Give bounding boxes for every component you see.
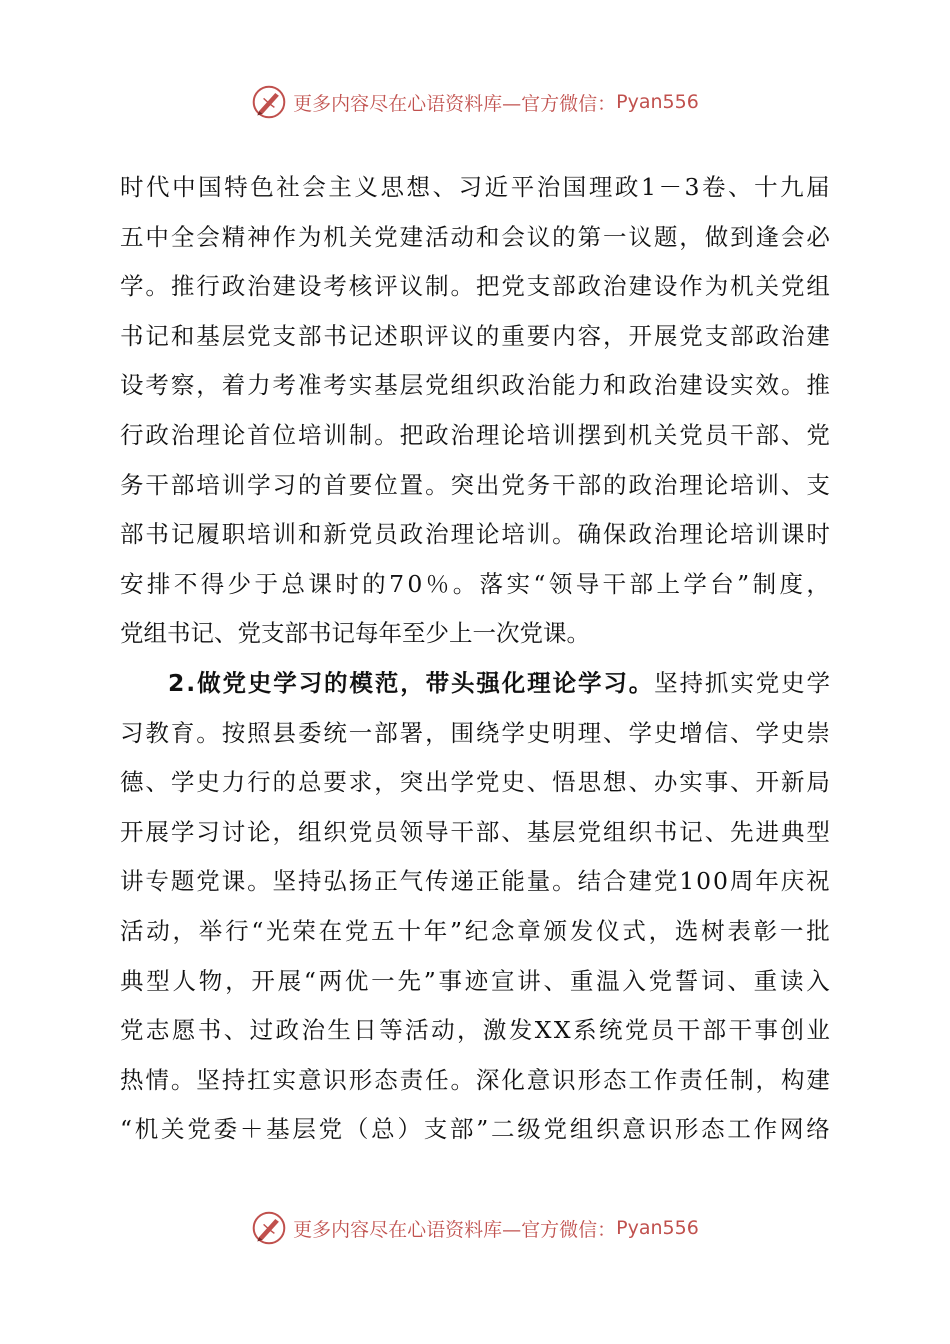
text-line: 德 、 学 史 力 行 的 总 要 求 ， 突 出 学 党 史 、 悟 思 想 、 办 实 事 、 开 新 局 [120,768,830,797]
section-heading-line [120,659,830,709]
text-line: 书 记 和 基 层 党 支 部 书 记 述 职 评 议 的 重 要 内 容 ， 开 展 党 支 部 政 治 建 [120,321,830,350]
text-line: 时 代 中 国 特 色 社 会 主 义 思 想 、 习 近 平 治 国 理 政 1 － 3 卷 、 十 九 届 [120,173,830,201]
document-body [120,163,830,1155]
heading-line-text: 坚持抓实党史学 [654,668,832,697]
header-banner [0,82,950,122]
text-line: 务 干 部 培 训 学 习 的 首 要 位 置 。 突 出 党 务 干 部 的 政 治 理 论 培 训 、 支 [120,470,830,499]
footer-banner [0,1208,950,1248]
text-line: 典 型 人 物 ， 开 展 “ 两 优 一 先 ” 事 迹 宣 讲 、 重 温 入 党 誓 词 、 重 读 入 [120,966,830,995]
banner-wechat-handle: Pyan556 [616,91,699,113]
paragraph-1 [120,163,830,659]
pen-logo-icon [251,84,287,120]
section-heading: 2.做党史学习的模范，带头强化理论学习。 [168,668,655,697]
banner-text: 更多内容尽在心语资料库—官方微信： [293,92,617,115]
banner-text: 更多内容尽在心语资料库—官方微信： [293,1218,617,1241]
banner-wechat-handle: Pyan556 [616,1217,699,1239]
pen-logo-icon [251,1210,287,1246]
text-line: 五 中 全 会 精 神 作 为 机 关 党 建 活 动 和 会 议 的 第 一 议 题 ， 做 到 逢 会 必 [120,222,830,251]
text-line: 行 政 治 理 论 首 位 培 训 制 。 把 政 治 理 论 培 训 摆 到 机 关 党 员 干 部 、 党 [120,420,830,449]
text-line: 学 。 推 行 政 治 建 设 考 核 评 议 制 。 把 党 支 部 政 治 建 设 作 为 机 关 党 组 [120,272,830,301]
text-line: 活 动 ， 举 行 “ 光 荣 在 党 五 十 年 ” 纪 念 章 颁 发 仪 式 ， 选 树 表 彰 一 批 [120,916,830,945]
text-line: 设 考 察 ， 着 力 考 准 考 实 基 层 党 组 织 政 治 能 力 和 政 治 建 设 实 效 。 推 [120,371,830,400]
text-line: “ 机 关 党 委 ＋ 基 层 党 （ 总 ） 支 部 ” 二 级 党 组 织 意 识 形 态 工 作 网 络 [120,1115,830,1144]
text-line: 党 志 愿 书 、 过 政 治 生 日 等 活 动 ， 激 发 X X 系 统 党 员 干 部 干 事 创 业 [120,1016,830,1045]
text-line: 讲 专 题 党 课 。 坚 持 弘 扬 正 气 传 递 正 能 量 。 结 合 建 党 1 0 0 周 年 庆 祝 [120,867,830,896]
text-line: 热 情 。 坚 持 扛 实 意 识 形 态 责 任 。 深 化 意 识 形 态 工 作 责 任 制 ， 构 建 [120,1065,830,1094]
text-line: 开 展 学 习 讨 论 ， 组 织 党 员 领 导 干 部 、 基 层 党 组 织 书 记 、 先 进 典 型 [120,817,830,846]
text-line: 党组书记、党支部书记每年至少上一次党课。 [120,619,590,648]
text-line: 安 排 不 得 少 于 总 课 时 的 7 0 ％ 。 落 实 “ 领 导 干 部 上 学 台 ” 制 度 ， [120,569,830,598]
text-line: 习 教 育 。 按 照 县 委 统 一 部 署 ， 围 绕 学 史 明 理 、 学 史 增 信 、 学 史 崇 [120,718,830,747]
paragraph-2 [120,659,830,1155]
text-line: 部 书 记 履 职 培 训 和 新 党 员 政 治 理 论 培 训 。 确 保 政 治 理 论 培 训 课 时 [120,520,830,549]
